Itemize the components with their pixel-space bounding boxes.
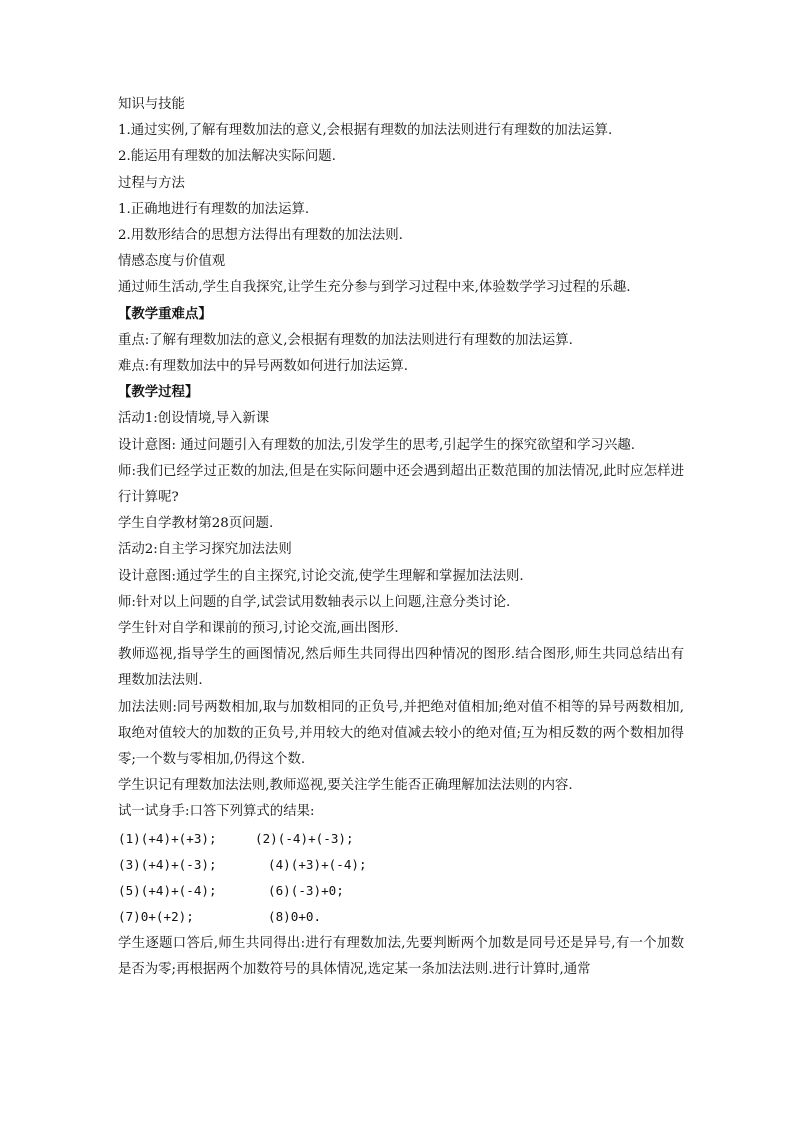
objective-process-item-2: 2.用数形结合的思想方法得出有理数的加法法则. (118, 228, 403, 244)
activity-1-student-task: 学生自学教材第28页问题. (118, 516, 274, 532)
difficult-point-text: 难点:有理数加法中的异号两数如何进行加法运算. (118, 359, 408, 375)
key-point-text: 重点:了解有理数加法的意义,会根据有理数的加法法则进行有理数的加法运算. (118, 332, 573, 348)
try-it-title: 试一试身手:口答下列算式的结果: (118, 804, 315, 820)
activity-2-teacher-patrol: 教师巡视,指导学生的画图情况,然后师生共同得出四种情况的图形.结合图形,师生共同总结出有理数加法法则. (118, 647, 684, 689)
document-page (118, 92, 684, 983)
objective-knowledge-title: 知识与技能 (118, 97, 185, 112)
objective-knowledge-item-1: 1.通过实例,了解有理数加法的意义,会根据有理数的加法法则进行有理数的加法运算. (118, 123, 613, 139)
activity-2-title: 活动2:自主学习探究加法法则 (118, 542, 292, 558)
exercise-item: (3)(+4)+(-3); (118, 856, 217, 872)
activity-2-teacher-instruction: 师:针对以上问题的自学,试尝试用数轴表示以上问题,注意分类讨论. (118, 594, 511, 610)
exercise-item: (6)(-3)+0; (268, 883, 344, 899)
exercise-row (118, 826, 684, 852)
activity-1-title: 活动1:创设情境,导入新课 (118, 411, 270, 427)
objective-attitude-title: 情感态度与价值观 (118, 254, 226, 270)
exercise-row (118, 852, 684, 878)
exercise-row (118, 878, 684, 904)
activity-2-student-task: 学生针对自学和课前的预习,讨论交流,画出图形. (118, 621, 399, 637)
objective-attitude-text: 通过师生活动,学生自我探究,让学生充分参与到学习过程中来,体验数学学习过程的乐趣. (118, 280, 631, 296)
exercise-item: (4)(+3)+(-4); (268, 856, 367, 872)
teaching-process-heading: 【教学过程】 (118, 385, 199, 401)
exercise-item: (5)(+4)+(-4); (118, 883, 217, 899)
key-points-heading: 【教学重难点】 (118, 306, 212, 322)
objective-knowledge-item-2: 2.能运用有理数的加法解决实际问题. (118, 149, 336, 165)
exercise-item: (2)(-4)+(-3); (255, 830, 354, 846)
conclusion-text: 学生逐题口答后,师生共同得出:进行有理数加法,先要判断两个加数是同号还是异号,有一个加数是否为零;再根据两个加数符号的具体情况,选定某一条加法法则.进行计算时,通常 (118, 935, 684, 977)
addition-rule-text: 加法法则:同号两数相加,取与加数相同的正负号,并把绝对值相加;绝对值不相等的异号两数相加,取绝对值较大的加数的正负号,并用较大的绝对值减去较小的绝对值;互为相反数的两个数相加得零;一个数与零相加,仍得这个数. (118, 699, 684, 768)
exercise-item: (8)0+0. (268, 909, 322, 925)
objective-process-item-1: 1.正确地进行有理数的加法运算. (118, 201, 310, 217)
exercise-item: (1)(+4)+(+3); (118, 830, 217, 846)
activity-1-teacher-question: 师:我们已经学过正数的加法,但是在实际问题中还会遇到超出正数范围的加法情况,此时应怎样进行计算呢? (118, 463, 684, 506)
exercise-item: (7)0+(+2); (118, 909, 194, 925)
exercise-row (118, 904, 684, 930)
activity-1-intent: 设计意图: 通过问题引入有理数的加法,引发学生的思考,引起学生的探究欲望和学习兴趣. (118, 437, 635, 453)
memorize-rule-text: 学生识记有理数加法法则,教师巡视,要关注学生能否正确理解加法法则的内容. (118, 778, 573, 794)
objective-process-title: 过程与方法 (118, 175, 185, 191)
activity-2-intent: 设计意图:通过学生的自主探究,讨论交流,使学生理解和掌握加法法则. (118, 568, 524, 584)
